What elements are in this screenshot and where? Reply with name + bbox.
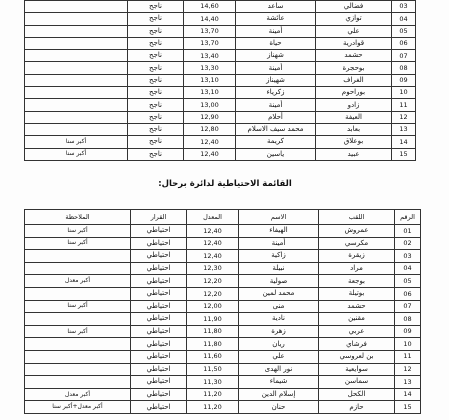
header-last-name: اللقب <box>319 210 395 225</box>
cell-score: 12,40 <box>187 250 239 263</box>
table-row <box>25 350 421 363</box>
cell-decision: ناجح <box>128 87 184 99</box>
cell-score: 11,90 <box>187 313 239 326</box>
header-decision: القرار <box>131 210 187 225</box>
cell-last-name: الغراف <box>316 74 392 86</box>
cell-number: 06 <box>392 37 416 49</box>
cell-last-name: زادو <box>316 99 392 111</box>
cell-score: 12,90 <box>184 111 236 123</box>
cell-first-name: كريمة <box>236 136 316 148</box>
cell-note <box>25 313 131 326</box>
header-score: المعدل <box>187 210 239 225</box>
table-row <box>25 338 421 351</box>
successful-candidates-table <box>24 0 416 161</box>
cell-decision: ناجح <box>128 123 184 135</box>
cell-first-name: نور الهدى <box>239 363 319 376</box>
cell-first-name: نادية <box>239 313 319 326</box>
cell-score: 12,80 <box>184 123 236 135</box>
cell-first-name: شهيناز <box>236 74 316 86</box>
cell-note <box>25 1 128 13</box>
table-row <box>25 275 421 288</box>
cell-score: 12,00 <box>187 300 239 313</box>
cell-score: 14,40 <box>184 13 236 25</box>
table-row <box>25 325 421 338</box>
cell-decision: ناجح <box>128 148 184 160</box>
cell-number: 03 <box>395 250 421 263</box>
cell-score: 11,20 <box>187 388 239 401</box>
cell-note <box>25 338 131 351</box>
cell-last-name: بن لعروسي <box>319 350 395 363</box>
cell-last-name: علي <box>316 25 392 37</box>
cell-score: 12,40 <box>184 136 236 148</box>
cell-first-name: إسلام الدين <box>239 388 319 401</box>
cell-decision: احتياطي <box>131 287 187 300</box>
cell-last-name: بعابد <box>316 123 392 135</box>
cell-decision: احتياطي <box>131 338 187 351</box>
cell-note <box>25 37 128 49</box>
cell-decision: احتياطي <box>131 313 187 326</box>
table-row <box>25 74 416 86</box>
cell-first-name: ساعد <box>236 1 316 13</box>
cell-decision: احتياطي <box>131 376 187 389</box>
cell-note <box>25 350 131 363</box>
cell-first-name: ياسين <box>236 148 316 160</box>
cell-note <box>25 25 128 37</box>
cell-number: 08 <box>392 62 416 74</box>
cell-first-name: أمينة <box>236 25 316 37</box>
cell-last-name: سوايعية <box>319 363 395 376</box>
cell-decision: ناجح <box>128 37 184 49</box>
cell-number: 14 <box>392 136 416 148</box>
cell-last-name: حازم <box>319 401 395 414</box>
table-row <box>25 250 421 263</box>
cell-decision: احتياطي <box>131 250 187 263</box>
cell-score: 13,40 <box>184 50 236 62</box>
cell-decision: احتياطي <box>131 237 187 250</box>
cell-number: 09 <box>392 74 416 86</box>
cell-score: 12,40 <box>187 225 239 238</box>
cell-number: 11 <box>392 99 416 111</box>
table-row <box>25 225 421 238</box>
cell-first-name: عائشة <box>236 13 316 25</box>
cell-last-name: مراد <box>319 262 395 275</box>
table-row <box>25 388 421 401</box>
cell-first-name: صولية <box>239 275 319 288</box>
cell-score: 12,20 <box>187 275 239 288</box>
cell-score: 11,50 <box>187 363 239 376</box>
cell-decision: احتياطي <box>131 401 187 414</box>
cell-number: 09 <box>395 325 421 338</box>
cell-score: 11,30 <box>187 376 239 389</box>
cell-number: 06 <box>395 287 421 300</box>
cell-note <box>25 74 128 86</box>
table-row <box>25 401 421 414</box>
cell-first-name: زكرياء <box>236 87 316 99</box>
cell-decision: ناجح <box>128 62 184 74</box>
cell-last-name: حشمد <box>316 50 392 62</box>
cell-last-name: بوتيلة <box>319 287 395 300</box>
table-row <box>25 50 416 62</box>
cell-decision: احتياطي <box>131 350 187 363</box>
cell-first-name: الهيفاء <box>239 225 319 238</box>
cell-last-name: عبيد <box>316 148 392 160</box>
table-row <box>25 313 421 326</box>
cell-first-name: محمد لمين <box>239 287 319 300</box>
cell-decision: احتياطي <box>131 225 187 238</box>
cell-decision: احتياطي <box>131 275 187 288</box>
cell-decision: ناجح <box>128 136 184 148</box>
cell-note: أكبر سنا <box>25 225 131 238</box>
cell-score: 13,10 <box>184 87 236 99</box>
cell-first-name: أحلام <box>236 111 316 123</box>
cell-score: 11,80 <box>187 338 239 351</box>
cell-last-name: بوجعة <box>319 275 395 288</box>
cell-note: أكبر سنا <box>25 136 128 148</box>
cell-note: أكبر معدل+أكبر سنا <box>25 401 131 414</box>
cell-last-name: قوادرية <box>316 37 392 49</box>
cell-note: أكبر سنا <box>25 325 131 338</box>
table-row <box>25 376 421 389</box>
cell-score: 11,80 <box>187 325 239 338</box>
cell-number: 05 <box>395 275 421 288</box>
cell-number: 15 <box>395 401 421 414</box>
reserve-list-table <box>24 209 421 414</box>
cell-note: أكبر معدل <box>25 388 131 401</box>
cell-note <box>25 376 131 389</box>
cell-number: 07 <box>392 50 416 62</box>
cell-decision: احتياطي <box>131 363 187 376</box>
cell-first-name: ريان <box>239 338 319 351</box>
header-number: الرقم <box>395 210 421 225</box>
table-row <box>25 111 416 123</box>
cell-note <box>25 363 131 376</box>
cell-score: 12,30 <box>187 262 239 275</box>
header-first-name: الاسم <box>239 210 319 225</box>
cell-number: 08 <box>395 313 421 326</box>
table-row <box>25 287 421 300</box>
cell-note <box>25 99 128 111</box>
cell-first-name: أمينة <box>236 99 316 111</box>
cell-last-name: سماسن <box>319 376 395 389</box>
cell-last-name: فضالي <box>316 1 392 13</box>
cell-note <box>25 50 128 62</box>
cell-last-name: مكرسي <box>319 237 395 250</box>
cell-last-name: حشمد <box>319 300 395 313</box>
cell-decision: ناجح <box>128 13 184 25</box>
cell-score: 13,10 <box>184 74 236 86</box>
table-row <box>25 1 416 13</box>
cell-first-name: أمينة <box>239 237 319 250</box>
cell-number: 05 <box>392 25 416 37</box>
cell-score: 12,20 <box>187 287 239 300</box>
cell-note: أكبر معدل <box>25 275 131 288</box>
cell-first-name: زهرة <box>239 325 319 338</box>
cell-score: 11,20 <box>187 401 239 414</box>
cell-decision: ناجح <box>128 25 184 37</box>
table-row <box>25 25 416 37</box>
table-row <box>25 136 416 148</box>
table-row <box>25 123 416 135</box>
table-row <box>25 262 421 275</box>
table-row <box>25 13 416 25</box>
cell-score: 14,60 <box>184 1 236 13</box>
cell-last-name: مقنين <box>319 313 395 326</box>
cell-last-name: فرشاي <box>319 338 395 351</box>
cell-last-name: توازي <box>316 13 392 25</box>
cell-first-name: زاكية <box>239 250 319 263</box>
cell-note <box>25 62 128 74</box>
cell-number: 12 <box>392 111 416 123</box>
table-row <box>25 62 416 74</box>
cell-number: 03 <box>392 1 416 13</box>
cell-number: 04 <box>395 262 421 275</box>
cell-number: 02 <box>395 237 421 250</box>
cell-note <box>25 13 128 25</box>
cell-first-name: شهناز <box>236 50 316 62</box>
cell-number: 13 <box>392 123 416 135</box>
cell-last-name: عربي <box>319 325 395 338</box>
table-row <box>25 37 416 49</box>
cell-number: 04 <box>392 13 416 25</box>
cell-decision: ناجح <box>128 74 184 86</box>
cell-number: 01 <box>395 225 421 238</box>
cell-score: 12,40 <box>184 148 236 160</box>
reserve-list-title: القائمة الاحتياطية لدائرة برحال: <box>158 179 292 189</box>
table-row <box>25 363 421 376</box>
cell-score: 13,30 <box>184 62 236 74</box>
table-row <box>25 99 416 111</box>
cell-score: 12,40 <box>187 237 239 250</box>
cell-score: 13,70 <box>184 37 236 49</box>
cell-note: أكبر سنا <box>25 148 128 160</box>
cell-number: 12 <box>395 363 421 376</box>
cell-first-name: علي <box>239 350 319 363</box>
cell-score: 13,00 <box>184 99 236 111</box>
cell-number: 07 <box>395 300 421 313</box>
cell-first-name: منى <box>239 300 319 313</box>
header-note: الملاحظة <box>25 210 131 225</box>
cell-decision: ناجح <box>128 50 184 62</box>
cell-first-name: أمينة <box>236 62 316 74</box>
cell-last-name: العيفة <box>316 111 392 123</box>
cell-note <box>25 87 128 99</box>
cell-note <box>25 123 128 135</box>
cell-note: أكبر سنا <box>25 300 131 313</box>
cell-decision: احتياطي <box>131 325 187 338</box>
cell-decision: احتياطي <box>131 300 187 313</box>
cell-decision: ناجح <box>128 1 184 13</box>
table-row <box>25 300 421 313</box>
cell-first-name: نبيلة <box>239 262 319 275</box>
cell-number: 11 <box>395 350 421 363</box>
cell-number: 13 <box>395 376 421 389</box>
cell-first-name: شيماء <box>239 376 319 389</box>
table-row <box>25 237 421 250</box>
cell-note <box>25 250 131 263</box>
cell-last-name: بوراحوم <box>316 87 392 99</box>
cell-note <box>25 262 131 275</box>
cell-decision: ناجح <box>128 99 184 111</box>
cell-decision: احتياطي <box>131 388 187 401</box>
cell-decision: احتياطي <box>131 262 187 275</box>
table-header-row <box>25 210 421 225</box>
cell-number: 14 <box>395 388 421 401</box>
cell-decision: ناجح <box>128 111 184 123</box>
cell-score: 13,70 <box>184 25 236 37</box>
cell-first-name: حنان <box>239 401 319 414</box>
cell-last-name: زيقرة <box>319 250 395 263</box>
cell-last-name: بوعلاق <box>316 136 392 148</box>
cell-last-name: بوحجرة <box>316 62 392 74</box>
cell-last-name: الكحل <box>319 388 395 401</box>
cell-first-name: محمد سيف الاسلام <box>236 123 316 135</box>
cell-last-name: عمروش <box>319 225 395 238</box>
cell-number: 10 <box>392 87 416 99</box>
cell-note: أكبر سنا <box>25 237 131 250</box>
cell-number: 15 <box>392 148 416 160</box>
cell-number: 10 <box>395 338 421 351</box>
cell-note <box>25 111 128 123</box>
cell-note <box>25 287 131 300</box>
table-row <box>25 87 416 99</box>
cell-first-name: حياة <box>236 37 316 49</box>
table-row <box>25 148 416 160</box>
cell-score: 11,60 <box>187 350 239 363</box>
